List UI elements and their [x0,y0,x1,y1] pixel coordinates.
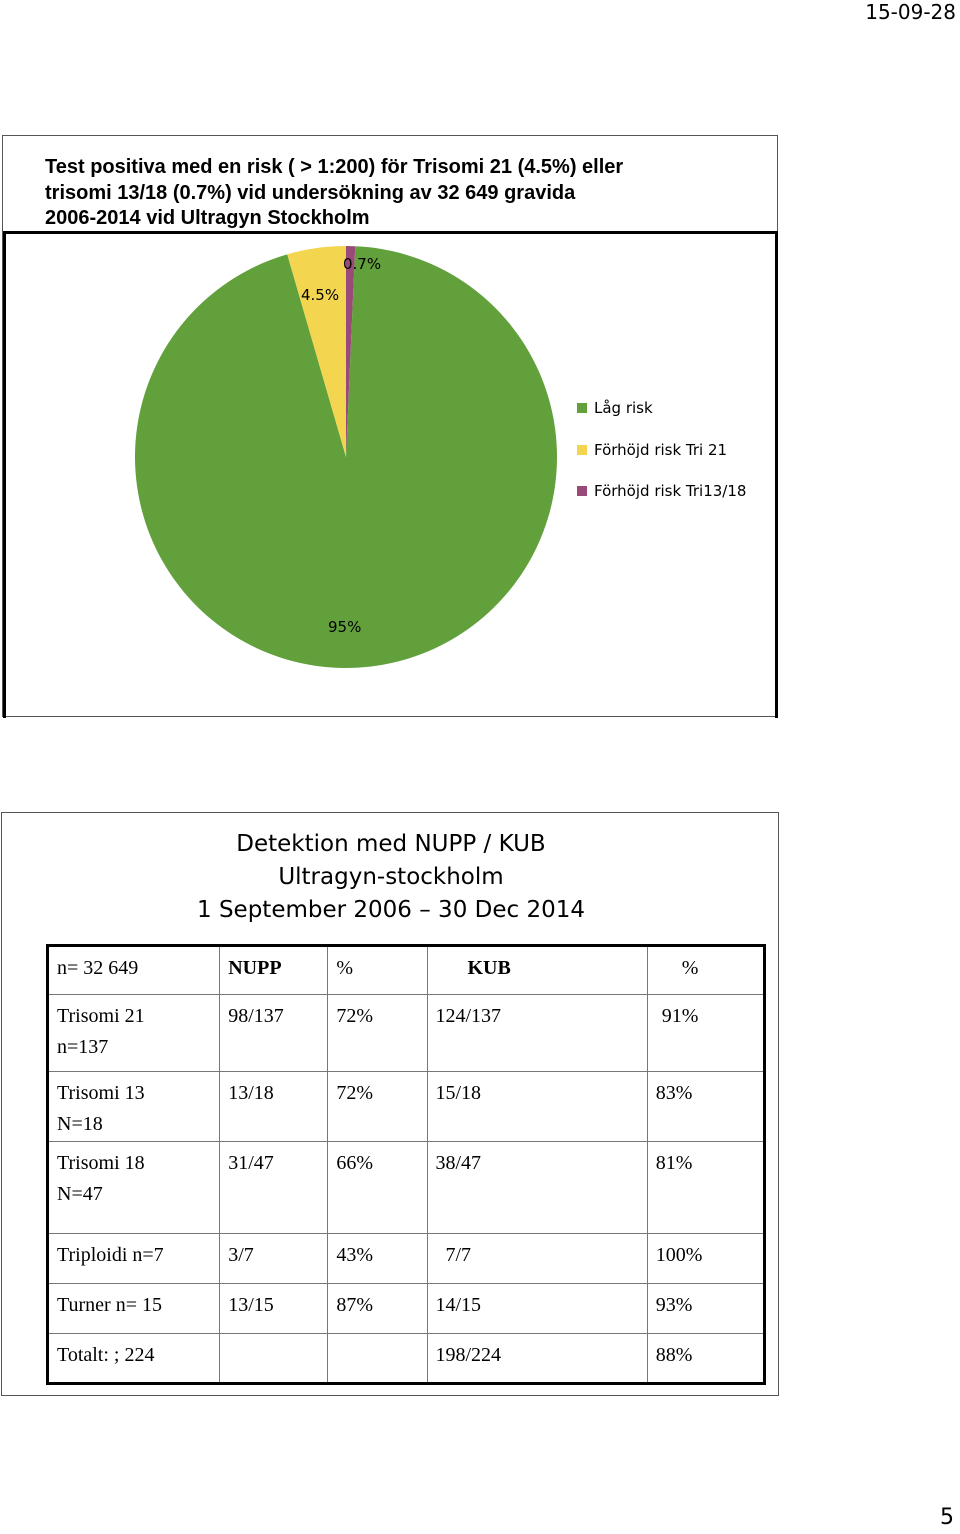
pie-label-low-risk: 95% [328,618,362,636]
row-group: Turner n= 15 [48,1284,220,1334]
row-nupp [220,1334,328,1384]
row-group: Trisomi 21 n=137 [48,995,220,1072]
detection-table [46,944,766,1385]
row-nupp: 31/47 [220,1142,328,1234]
row-nupp-pct [328,1334,427,1384]
slide2-title-line: 1 September 2006 – 30 Dec 2014 [197,897,585,923]
row-nupp: 13/18 [220,1072,328,1142]
legend-label: Förhöjd risk Tri13/18 [594,482,747,500]
table-row [48,1284,765,1334]
row-kub-pct: 100% [647,1234,764,1284]
pie-label-tri21: 4.5% [301,286,340,304]
row-nupp-pct: 72% [328,995,427,1072]
table-row [48,995,765,1072]
header-cell-nupp-pct: % [328,946,427,995]
row-kub-pct: 91% [647,995,764,1072]
table-row [48,1142,765,1234]
legend-item-tri1318 [577,481,746,501]
row-nupp: 13/15 [220,1284,328,1334]
legend-label: Förhöjd risk Tri 21 [594,441,728,459]
pie-label-tri1318: 0.7% [343,255,382,273]
row-group: Totalt: ; 224 [48,1334,220,1384]
slide2-title [2,828,780,927]
legend-label: Låg risk [594,399,653,417]
legend-swatch-yellow [577,445,587,455]
legend-item-low-risk [577,398,653,418]
legend-swatch-purple [577,486,587,496]
row-kub: 38/47 [427,1142,647,1234]
row-nupp-pct: 66% [328,1142,427,1234]
row-kub: 7/7 [427,1234,647,1284]
row-kub-pct: 83% [647,1072,764,1142]
slide2-title-line: Detektion med NUPP / KUB [236,831,546,857]
row-kub: 14/15 [427,1284,647,1334]
row-nupp-pct: 43% [328,1234,427,1284]
header-cell-nupp: NUPP [220,946,328,995]
row-group: Trisomi 13 N=18 [48,1072,220,1142]
pie-chart [0,0,960,720]
header-cell-kub-pct: % [647,946,764,995]
table-header-row [48,946,765,995]
slide2-title-line: Ultragyn-stockholm [278,864,504,890]
slide1-title-line: 2006-2014 vid Ultragyn Stockholm [45,207,370,229]
table-row [48,1334,765,1384]
legend-swatch-green [577,403,587,413]
legend-item-tri21 [577,440,727,460]
page-number: 5 [940,1505,954,1530]
row-kub: 15/18 [427,1072,647,1142]
row-kub: 198/224 [427,1334,647,1384]
table-row [48,1234,765,1284]
row-kub-pct: 93% [647,1284,764,1334]
row-kub: 124/137 [427,995,647,1072]
header-cell-n: n= 32 649 [48,946,220,995]
row-kub-pct: 88% [647,1334,764,1384]
row-nupp-pct: 87% [328,1284,427,1334]
slide1-title-line: Test positiva med en risk ( > 1:200) för Trisomi 21 (4.5%) eller [45,156,624,178]
row-group: Trisomi 18 N=47 [48,1142,220,1234]
row-nupp: 3/7 [220,1234,328,1284]
row-nupp-pct: 72% [328,1072,427,1142]
slide1-title-line: trisomi 13/18 (0.7%) vid undersökning av 32 649 gravida [45,181,576,204]
table-row [48,1072,765,1142]
header-date: 15-09-28 [865,0,956,24]
row-kub-pct: 81% [647,1142,764,1234]
row-nupp: 98/137 [220,995,328,1072]
header-cell-kub: KUB [427,946,647,995]
row-group: Triploidi n=7 [48,1234,220,1284]
